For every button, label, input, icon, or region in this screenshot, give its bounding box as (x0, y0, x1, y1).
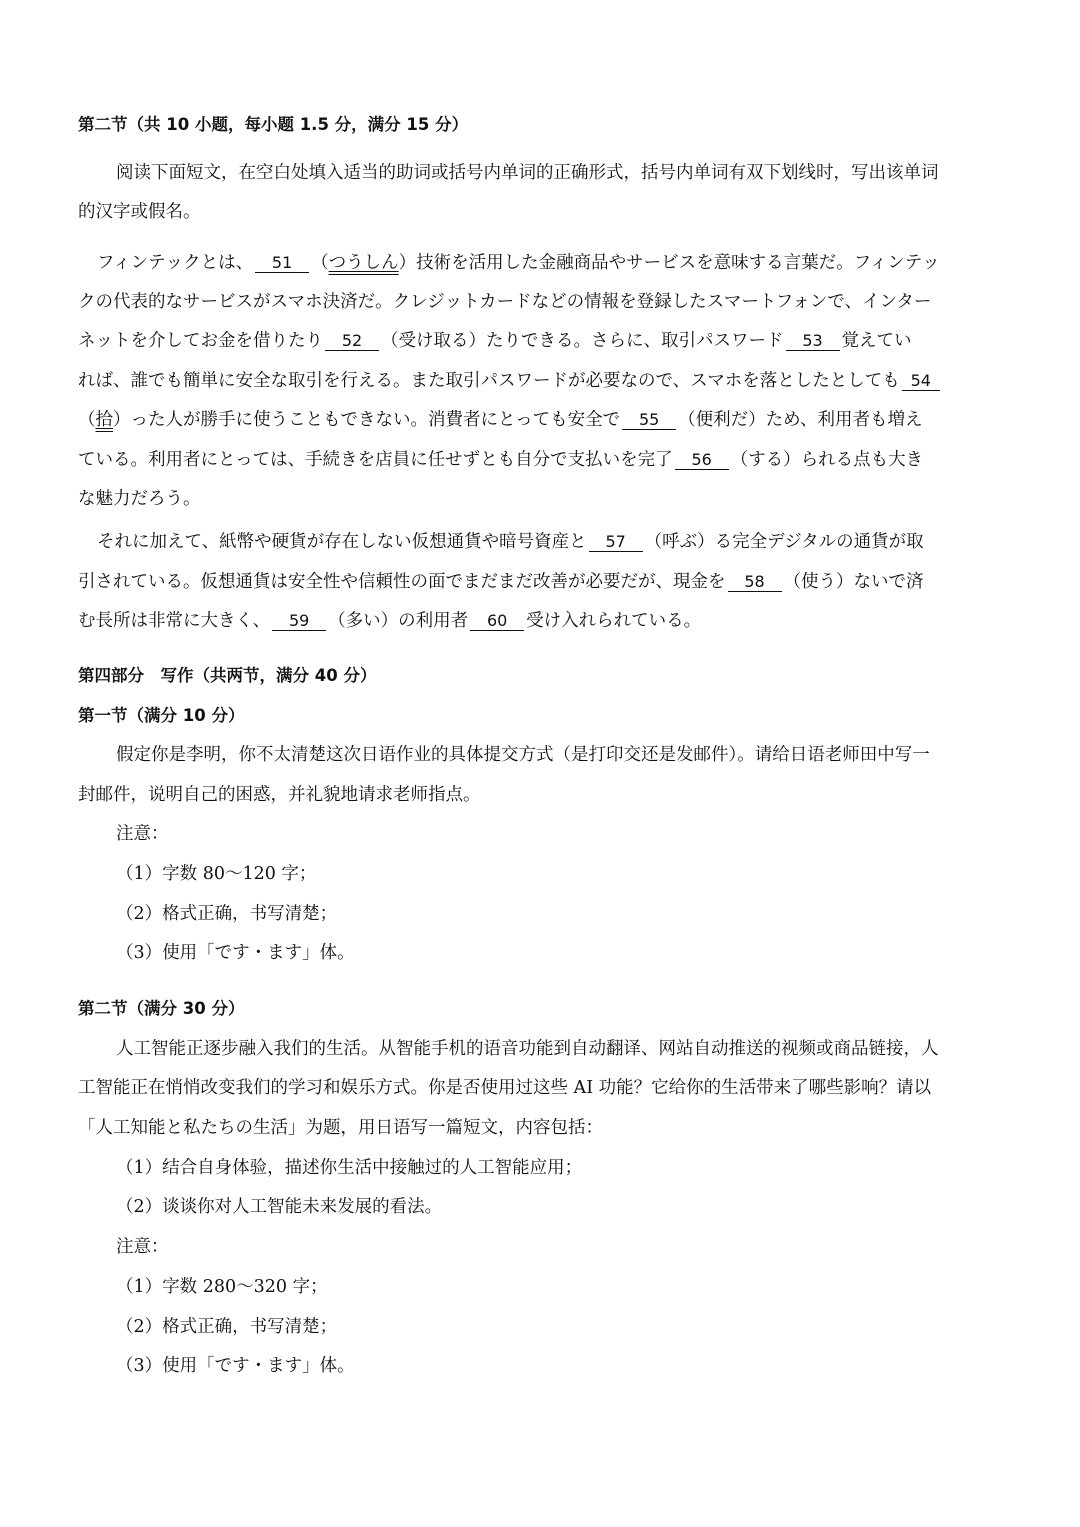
blank-60: 60 (470, 612, 524, 631)
underlined-word: 拾 (95, 410, 113, 430)
task-text: 「人工知能と私たちの生活」为题，用日语写一篇短文，内容包括： (78, 1118, 603, 1138)
passage-line (78, 570, 924, 594)
blank-56: 56 (675, 451, 729, 470)
passage-text: 覚えてい (841, 331, 912, 351)
passage-line (78, 369, 942, 393)
passage-text: （便利だ）ため、利用者も増え (678, 410, 923, 430)
instruction-line: 的汉字或假名。 (78, 202, 201, 222)
note-item: （3）使用「です・ます」体。 (116, 943, 355, 963)
section-heading: 第二节（共 10 小题，每小题 1.5 分，满分 15 分） (78, 115, 469, 134)
passage-text: （ (311, 253, 329, 273)
blank-51: 51 (255, 254, 309, 273)
task-text: 工智能正在悄悄改变我们的学习和娱乐方式。你是否使用过这些 AI 功能？它给你的生活带来了哪些影响？请以 (78, 1078, 932, 1098)
passage-line (78, 609, 701, 633)
passage-text: 受け入れられている。 (526, 611, 702, 631)
task-item: （1）结合自身体验，描述你生活中接触过的人工智能应用； (116, 1158, 583, 1178)
underlined-word: つうしん (328, 253, 399, 273)
section-heading: 第一节（满分 10 分） (78, 706, 245, 725)
section-heading: 第二节（满分 30 分） (78, 999, 245, 1018)
blank-52: 52 (325, 332, 379, 351)
passage-text: 引されている。仮想通貨は安全性や信頼性の面でまだまだ改善が必要だが、現金を (78, 572, 726, 592)
note-item: （2）格式正确，书写清楚； (116, 904, 338, 924)
blank-59: 59 (272, 612, 326, 631)
blank-54: 54 (902, 372, 940, 391)
passage-text: （呼ぶ）る完全デジタルの通貨が取 (644, 532, 924, 552)
passage-text: （ (78, 410, 96, 430)
blank-58: 58 (728, 573, 782, 592)
passage-text: れば、誰でも簡単に安全な取引を行える。また取引パスワードが必要なので、スマホを落としたとしても (78, 371, 900, 391)
part-heading: 第四部分 写作（共两节，满分 40 分） (78, 666, 377, 685)
passage-text: ネットを介してお金を借りたり (78, 331, 323, 351)
passage-text: ）った人が勝手に使うこともできない。消費者にとっても安全で (113, 410, 621, 430)
task-item: （2）谈谈你对人工智能未来发展的看法。 (116, 1197, 443, 1217)
passage-text: （する）られる点も大き (730, 450, 924, 470)
passage-text: ている。利用者にとっては、手続きを店員に任せずとも自分で支払いを完了 (78, 450, 673, 470)
instruction-line: 阅读下面短文，在空白处填入适当的助词或括号内单词的正确形式，括号内单词有双下划线时，写出该单词 (116, 163, 939, 183)
passage-text: （使う）ないで済 (783, 572, 924, 592)
passage-text: （受け取る）たりできる。さらに、取引パスワード (381, 331, 784, 351)
note-item: （1）字数 280～320 字； (116, 1277, 328, 1297)
passage-line (78, 329, 912, 353)
passage-text: フィンテックとは、 (97, 253, 254, 273)
passage-text: （多い）の利用者 (328, 611, 469, 631)
task-text: 封邮件，说明自己的困惑，并礼貌地请求老师指点。 (78, 785, 481, 805)
blank-55: 55 (622, 411, 676, 430)
passage-text: それに加えて、紙幣や硬貨が存在しない仮想通貨や暗号資産と (97, 532, 587, 552)
passage-line (97, 251, 940, 275)
note-item: （2）格式正确，书写清楚； (116, 1317, 338, 1337)
note-item: （1）字数 80～120 字； (116, 864, 317, 884)
passage-line (97, 530, 924, 554)
passage-text: む長所は非常に大きく、 (78, 611, 271, 631)
note-label: 注意： (116, 1237, 169, 1257)
passage-line: クの代表的なサービスがスマホ決済だ。クレジットカードなどの情報を登録したスマートフォンで、インター (78, 292, 932, 312)
passage-text: ）技術を活用した金融商品やサービスを意味する言葉だ。フィンテッ (398, 253, 940, 273)
blank-57: 57 (589, 533, 643, 552)
blank-53: 53 (786, 332, 840, 351)
task-text: 人工智能正逐步融入我们的生活。从智能手机的语音功能到自动翻译、网站自动推送的视频或商品链接，人 (116, 1039, 939, 1059)
task-text: 假定你是李明，你不太清楚这次日语作业的具体提交方式（是打印交还是发邮件）。请给日语老师田中写一 (116, 745, 930, 765)
passage-line (78, 448, 923, 472)
note-item: （3）使用「です・ます」体。 (116, 1356, 355, 1376)
passage-line (78, 408, 922, 432)
note-label: 注意： (116, 824, 169, 844)
passage-line: な魅力だろう。 (78, 489, 201, 509)
